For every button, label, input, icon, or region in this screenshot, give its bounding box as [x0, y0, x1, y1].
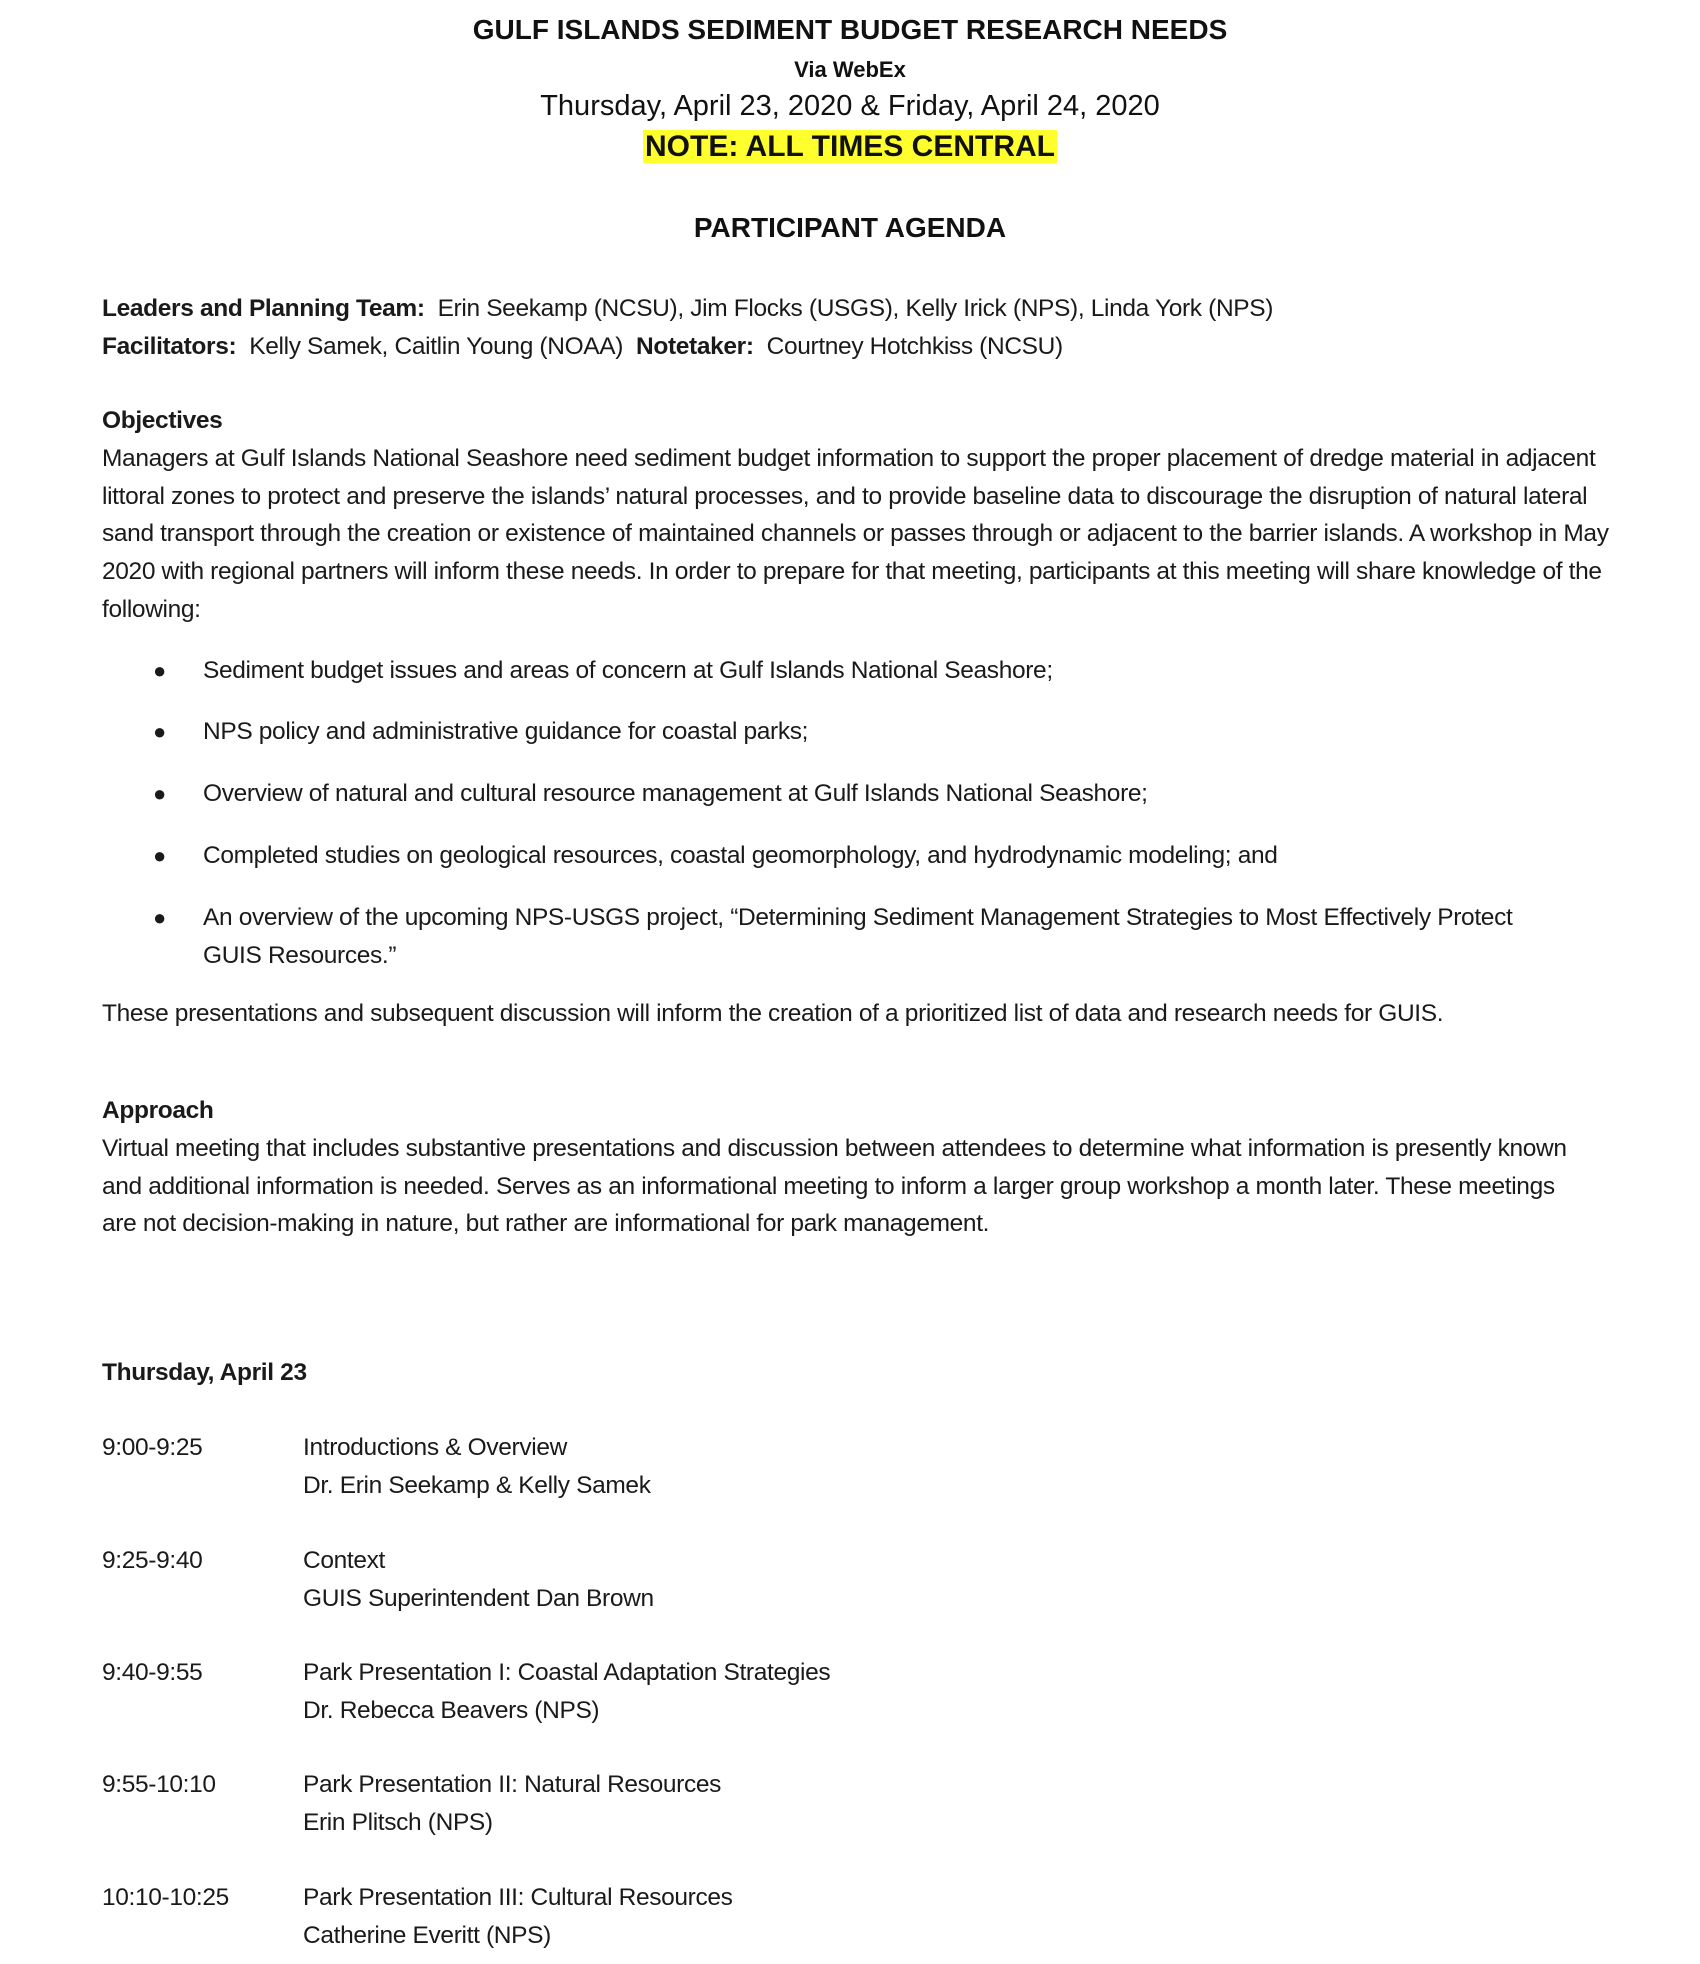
agenda-time: 10:10-10:25 [102, 1884, 229, 1911]
objectives-closing: These presentations and subsequent discussion will inform the creation of a prioritized list of data and research needs for GUIS. [102, 1000, 1444, 1027]
meeting-dates: Thursday, April 23, 2020 & Friday, April 24, 2020 [540, 90, 1160, 122]
agenda-title: Park Presentation III: Cultural Resources [303, 1884, 733, 1911]
day-heading: Thursday, April 23 [102, 1359, 307, 1386]
objective-bullet: Completed studies on geological resources, coastal geomorphology, and hydrodynamic modeling; and [203, 842, 1278, 869]
leaders-label: Leaders and Planning Team: [102, 295, 425, 322]
objectives-heading: Objectives [102, 407, 223, 434]
agenda-presenter: Dr. Erin Seekamp & Kelly Samek [303, 1472, 651, 1499]
meeting-platform: Via WebEx [794, 57, 906, 82]
leaders-line [102, 290, 1273, 328]
bullet-icon: ● [153, 905, 166, 930]
document-title: GULF ISLANDS SEDIMENT BUDGET RESEARCH NEEDS [472, 14, 1228, 45]
leaders-value: Erin Seekamp (NCSU), Jim Flocks (USGS), Kelly Irick (NPS), Linda York (NPS) [437, 295, 1274, 322]
approach-paragraph: Virtual meeting that includes substantive presentations and discussion between attendees to determine what information is presently known and additional information is needed. Serves as an informational meeting to inform a larger group workshop a month later. These meetings are not decision-making in nature, but rather are informational for park management. [102, 1135, 1567, 1238]
agenda-time: 9:55-10:10 [102, 1771, 216, 1798]
notetaker-value: Courtney Hotchkiss (NCSU) [766, 333, 1063, 360]
agenda-title: Park Presentation II: Natural Resources [303, 1771, 722, 1798]
agenda-title: Park Presentation I: Coastal Adaptation Strategies [303, 1659, 831, 1686]
agenda-title: Introductions & Overview [303, 1434, 567, 1461]
objective-bullet: Sediment budget issues and areas of concern at Gulf Islands National Seashore; [203, 657, 1053, 684]
agenda-title: PARTICIPANT AGENDA [693, 212, 1007, 243]
bullet-icon: ● [153, 781, 166, 806]
objectives-paragraph: Managers at Gulf Islands National Seashore need sediment budget information to support the proper placement of dredge material in adjacent littoral zones to protect and preserve the islands’ natural processes, and to provide baseline data to discourage the disruption of natural lateral sand transport through the creation or existence of maintained channels or passes through or adjacent to the barrier islands. A workshop in May 2020 with regional partners will inform these needs. In order to prepare for that meeting, participants at this meeting will share knowledge of the following: [102, 445, 1609, 623]
agenda-time: 9:25-9:40 [102, 1547, 203, 1574]
agenda-title: Context [303, 1547, 385, 1574]
bullet-icon: ● [153, 843, 166, 868]
agenda-presenter: Catherine Everitt (NPS) [303, 1922, 551, 1949]
agenda-presenter: Erin Plitsch (NPS) [303, 1809, 493, 1836]
agenda-presenter: GUIS Superintendent Dan Brown [303, 1585, 654, 1612]
bullet-icon: ● [153, 658, 166, 683]
bullet-icon: ● [153, 719, 166, 744]
notetaker-label: Notetaker: [636, 333, 754, 360]
time-zone-note [0, 130, 1700, 164]
time-zone-note-text: NOTE: ALL TIMES CENTRAL [645, 130, 1055, 163]
agenda-time: 9:40-9:55 [102, 1659, 203, 1686]
facilitators-value: Kelly Samek, Caitlin Young (NOAA) [249, 333, 624, 360]
facilitators-label: Facilitators: [102, 333, 237, 360]
objective-bullet: NPS policy and administrative guidance for coastal parks; [203, 718, 809, 745]
objective-bullet: An overview of the upcoming NPS-USGS project, “Determining Sediment Management Strategies to Most Effectively Protect GUIS Resources.” [203, 904, 1513, 969]
agenda-time: 9:00-9:25 [102, 1434, 203, 1461]
approach-heading: Approach [102, 1097, 214, 1124]
objective-bullet: Overview of natural and cultural resource management at Gulf Islands National Seashore; [203, 780, 1148, 807]
agenda-presenter: Dr. Rebecca Beavers (NPS) [303, 1697, 600, 1724]
facilitators-line [102, 328, 1063, 366]
